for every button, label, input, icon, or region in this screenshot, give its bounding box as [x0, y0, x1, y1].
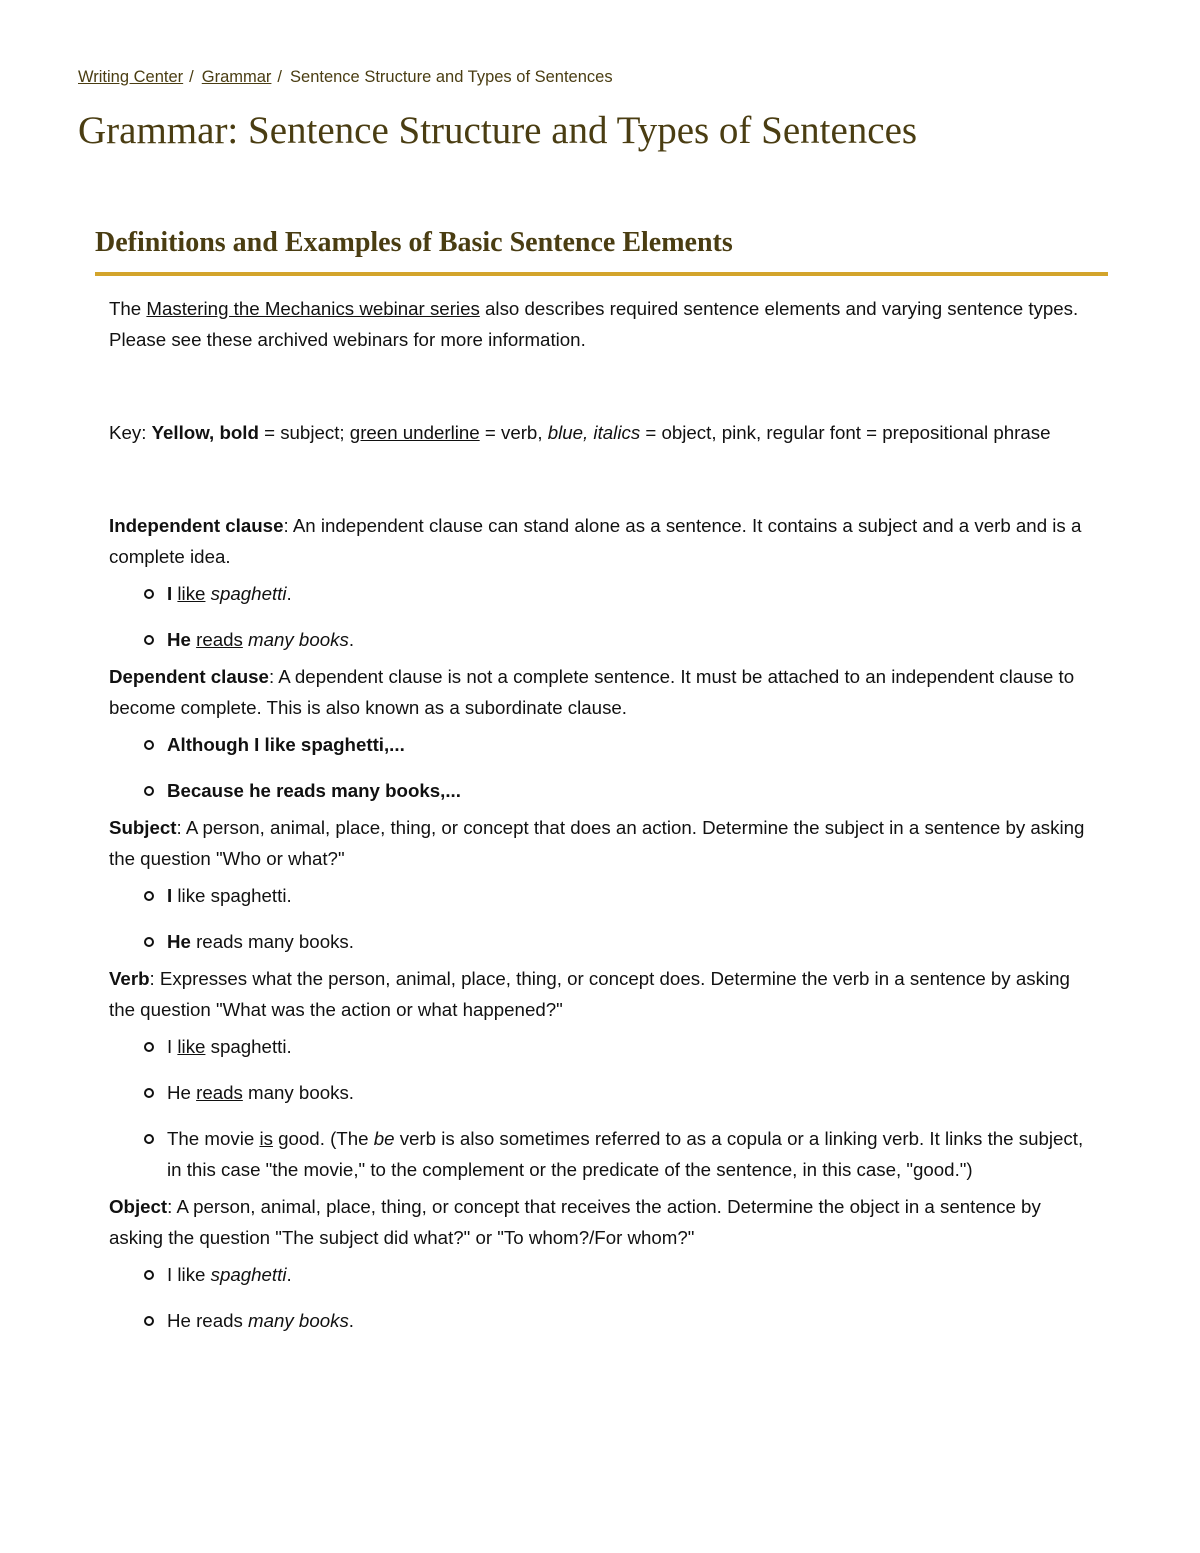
- list-item: [167, 1077, 1099, 1108]
- example-text: many books.: [242, 1082, 354, 1103]
- example-object: many books: [248, 629, 349, 650]
- example-text: I: [167, 1036, 178, 1057]
- example-end: .: [286, 583, 292, 604]
- example-object: many books: [248, 1310, 349, 1331]
- list-item: [167, 1259, 1099, 1290]
- definition-term: Independent clause: [109, 515, 284, 536]
- section-heading: Definitions and Examples of Basic Sentence Elements: [95, 227, 733, 258]
- example-object: spaghetti: [210, 583, 287, 604]
- example-text: He: [167, 1082, 197, 1103]
- key-label: Key:: [109, 422, 152, 443]
- list-item: [167, 1305, 1099, 1336]
- example-emphasis: be: [373, 1128, 395, 1149]
- definition-text: : An independent clause can stand alone as a sentence. It contains a subject and a verb and is a complete idea.: [109, 515, 1082, 567]
- example-list: [109, 880, 1099, 957]
- breadcrumb-separator: /: [277, 68, 283, 86]
- example-verb: like: [177, 1036, 206, 1057]
- definition-verb: [109, 963, 1099, 1025]
- intro-paragraph: [109, 293, 1099, 355]
- section-divider: [95, 272, 1108, 276]
- definition-text: : Expresses what the person, animal, place, thing, or concept does. Determine the verb in a sentence by asking the question "What was the action or what happened?": [109, 968, 1070, 1020]
- list-item: [167, 1031, 1099, 1062]
- example-text: like spaghetti.: [172, 885, 292, 906]
- example-verb: is: [259, 1128, 273, 1149]
- definition-term: Subject: [109, 817, 177, 838]
- example-end: .: [348, 629, 355, 650]
- example-subject: He: [167, 931, 191, 952]
- definition-object: [109, 1191, 1099, 1253]
- definition-term: Verb: [109, 968, 150, 989]
- example-text: good. (The: [272, 1128, 374, 1149]
- example-list: [109, 578, 1099, 655]
- example-list: [109, 1259, 1099, 1336]
- example-verb: reads: [196, 1082, 243, 1103]
- example-text: verb is also sometimes referred to as a copula or a linking verb. It links the subject, in this case "the movie," to the complement or the predicate of the sentence, in this case, "good."): [167, 1128, 1084, 1180]
- list-item: [167, 1123, 1099, 1185]
- definition-dependent-clause: [109, 661, 1099, 723]
- breadcrumb-grammar-link[interactable]: Grammar: [201, 68, 272, 86]
- example-subject: I: [167, 885, 173, 906]
- breadcrumb: [78, 68, 613, 87]
- definition-term: Dependent clause: [109, 666, 269, 687]
- key-object-style: blue, italics: [547, 422, 641, 443]
- key-text: = verb,: [479, 422, 548, 443]
- breadcrumb-current: Sentence Structure and Types of Sentences: [290, 68, 613, 86]
- list-item: [167, 926, 1099, 957]
- example-verb: like: [177, 583, 206, 604]
- article-body: [109, 293, 1099, 1342]
- key-legend: [109, 417, 1099, 448]
- definition-text: : A person, animal, place, thing, or concept that does an action. Determine the subject in a sentence by asking the question "Who or what?": [109, 817, 1085, 869]
- key-subject-style: Yellow, bold: [151, 422, 259, 443]
- list-item: [167, 880, 1099, 911]
- example-list: [109, 1031, 1099, 1185]
- example-text: He reads: [167, 1310, 249, 1331]
- example-subject: He: [167, 629, 191, 650]
- list-item: [167, 578, 1099, 609]
- breadcrumb-separator: /: [189, 68, 194, 86]
- example-text: I like: [167, 1264, 211, 1285]
- key-text: = object, pink, regular font = prepositional phrase: [640, 422, 1051, 443]
- intro-text: also describes required sentence elements and varying sentence types. Please see these archived webinars for more information.: [109, 298, 1079, 350]
- list-item: [167, 624, 1099, 655]
- example-end: .: [286, 1264, 292, 1285]
- example-subject: I: [167, 583, 173, 604]
- definition-text: : A dependent clause is not a complete sentence. It must be attached to an independent clause to become complete. This is also known as a subordinate clause.: [109, 666, 1075, 718]
- example-text: reads many books.: [190, 931, 354, 952]
- example-text: The movie: [167, 1128, 260, 1149]
- webinar-series-link[interactable]: Mastering the Mechanics webinar series: [146, 298, 480, 319]
- key-text: = subject;: [258, 422, 350, 443]
- example-text: spaghetti.: [205, 1036, 292, 1057]
- list-item: Because he reads many books,...: [167, 775, 1099, 806]
- page-title: Grammar: Sentence Structure and Types of Sentences: [78, 109, 918, 152]
- key-verb-style: green underline: [349, 422, 480, 443]
- example-verb: reads: [196, 629, 243, 650]
- intro-text: The: [109, 298, 147, 319]
- example-object: spaghetti: [210, 1264, 287, 1285]
- definition-subject: [109, 812, 1099, 874]
- example-end: .: [348, 1310, 354, 1331]
- definition-term: Object: [109, 1196, 168, 1217]
- definition-text: : A person, animal, place, thing, or concept that receives the action. Determine the object in a sentence by asking the question "The subject did what?" or "To whom?/For whom?": [109, 1196, 1041, 1248]
- definition-independent-clause: [109, 510, 1099, 572]
- breadcrumb-writing-center-link[interactable]: Writing Center: [78, 68, 184, 86]
- list-item: Although I like spaghetti,...: [167, 729, 1099, 760]
- example-list: [109, 729, 1099, 806]
